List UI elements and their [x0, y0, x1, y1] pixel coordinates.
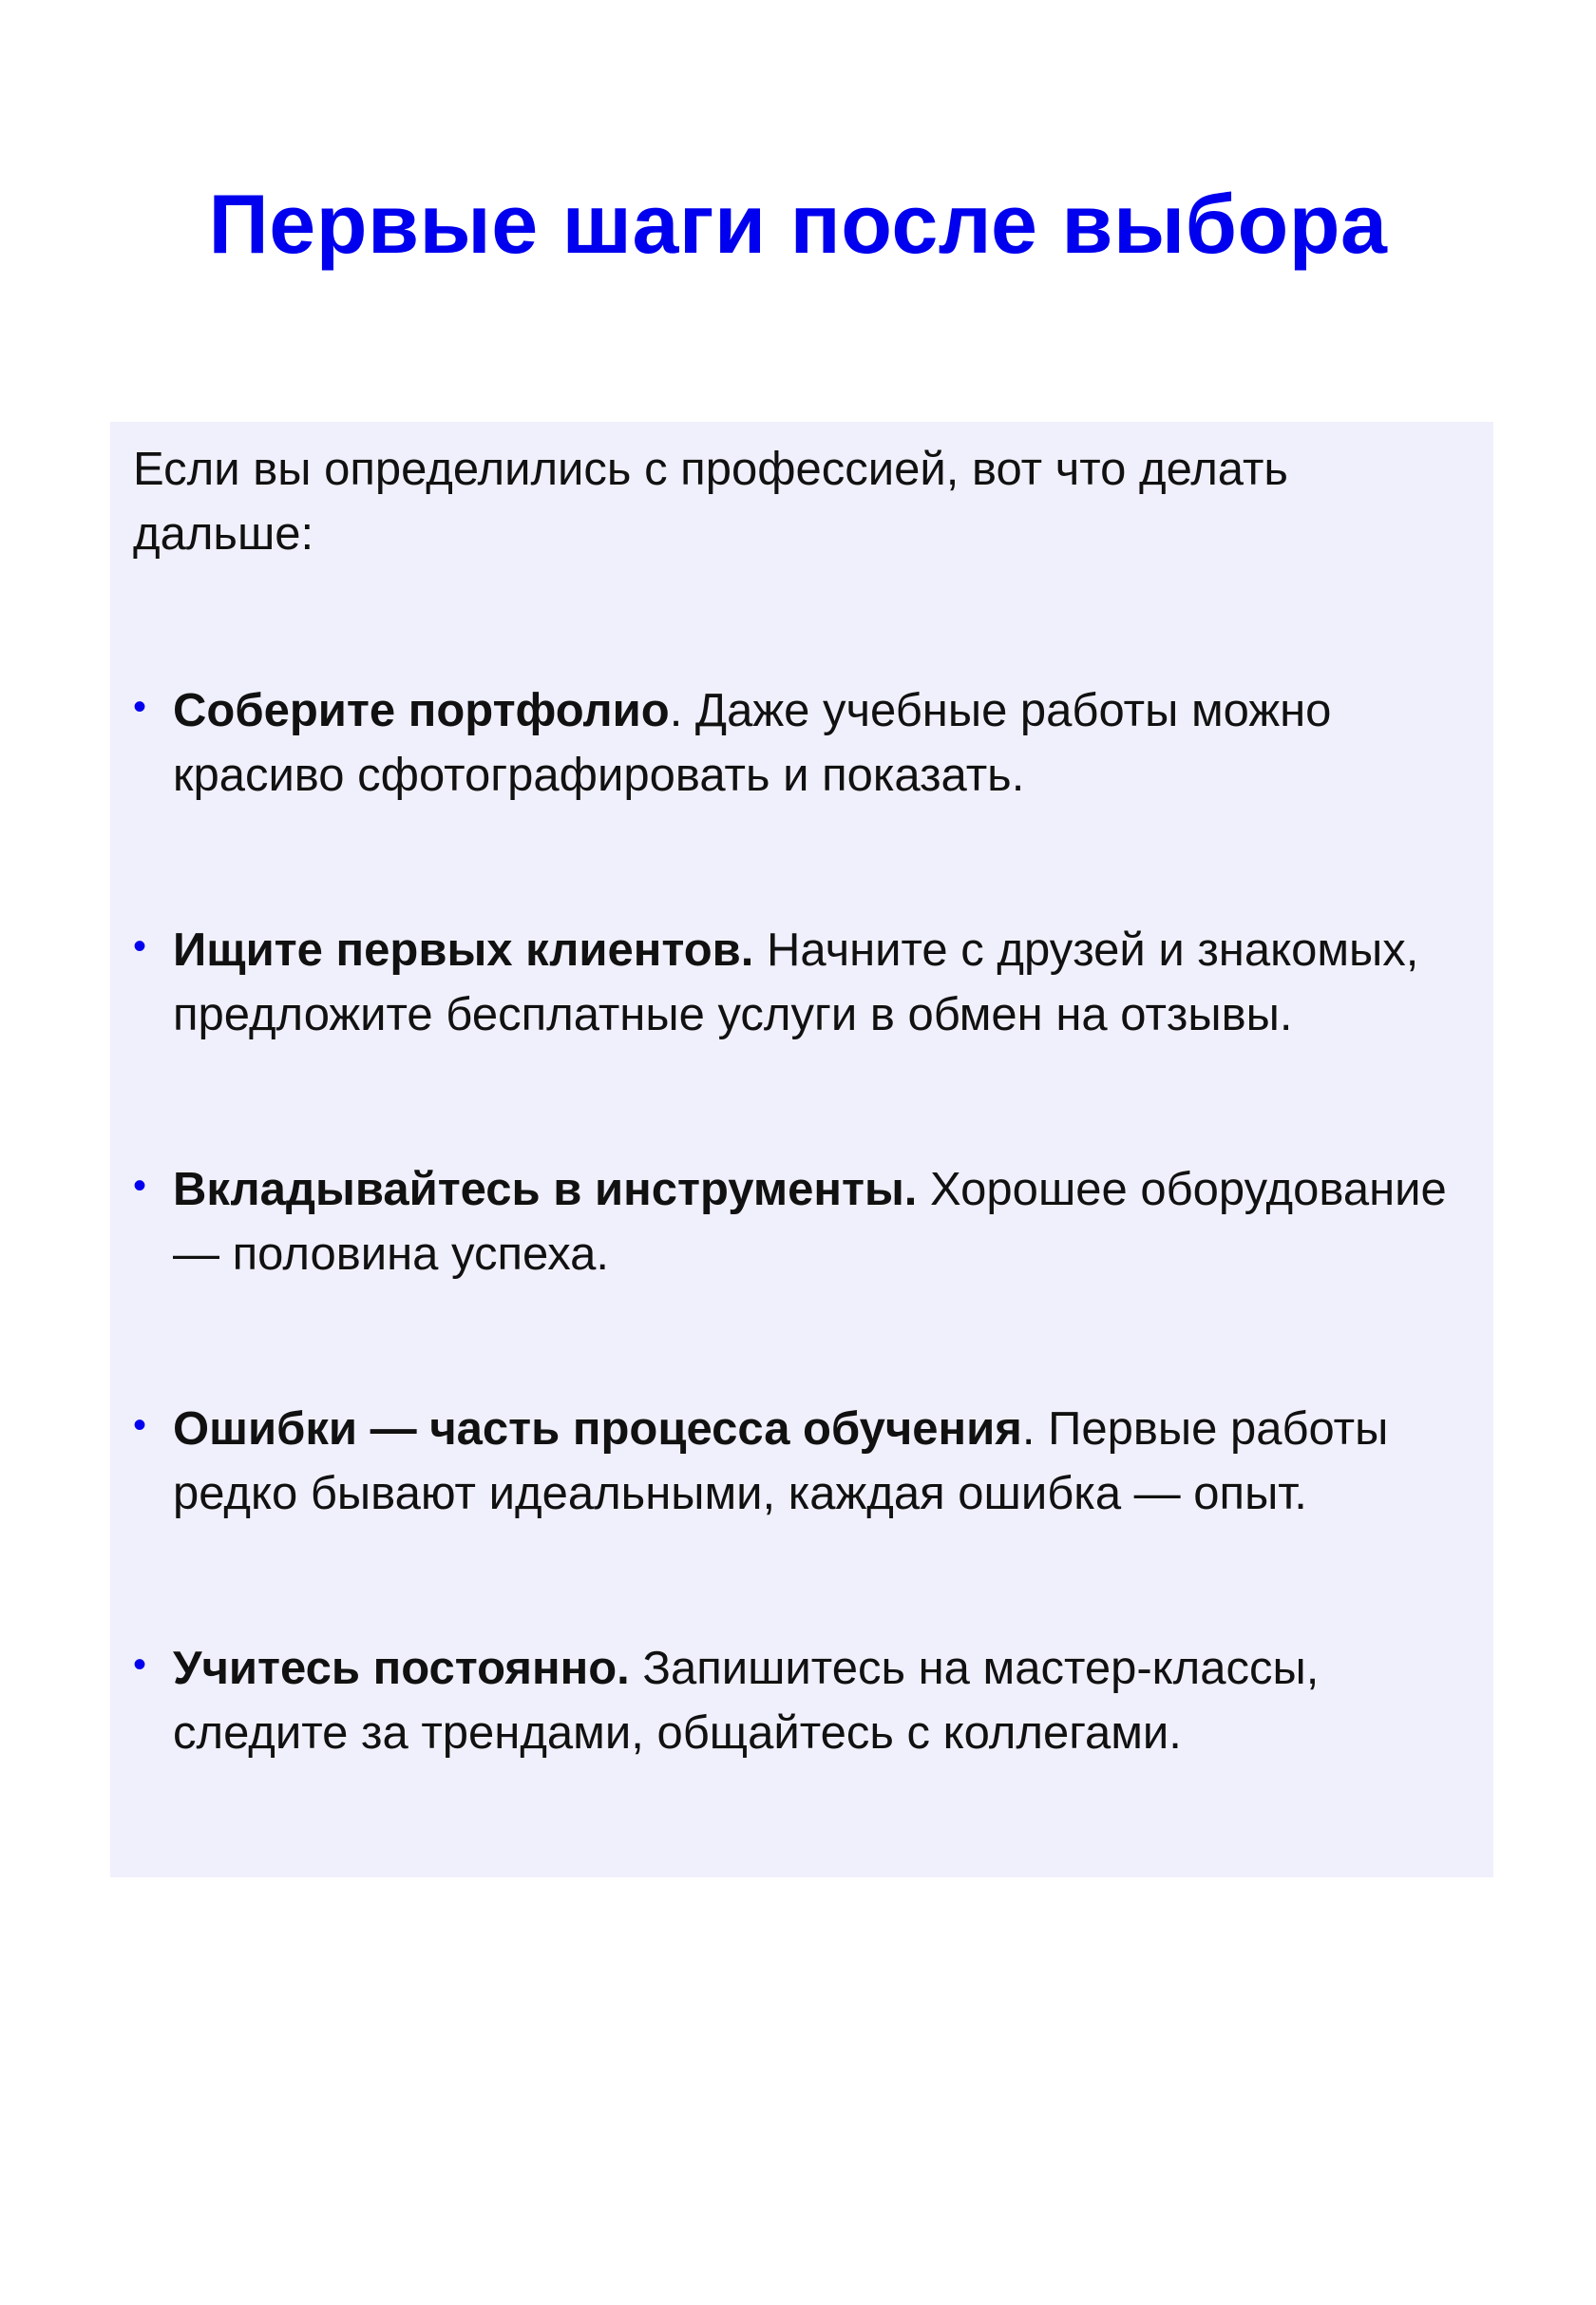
steps-list: [133, 678, 1471, 1765]
content-panel: [110, 422, 1493, 1877]
bullet-icon: •: [133, 1165, 147, 1207]
bullet-icon: •: [133, 925, 147, 967]
item-lead: Учитесь постоянно.: [173, 1643, 630, 1694]
list-item: [133, 678, 1471, 808]
list-item: [133, 918, 1471, 1047]
item-lead: Ошибки — часть процесса обучения: [173, 1403, 1022, 1455]
item-text: Хорошее оборудование — половина успеха.: [173, 1164, 1447, 1280]
item-lead: Ищите первых клиентов.: [173, 924, 754, 976]
item-text: Запишитесь на мастер-классы, следите за трендами, общайтесь с коллегами.: [173, 1643, 1320, 1759]
item-text: . Первые работы редко бывают идеальными, каждая ошибка — опыт.: [173, 1403, 1389, 1519]
item-text: . Даже учебные работы можно красиво сфотографировать и показать.: [173, 685, 1332, 801]
page-title: Первые шаги после выбора: [208, 177, 1388, 271]
bullet-icon: •: [133, 686, 147, 728]
list-item: [133, 1157, 1471, 1286]
bullet-icon: •: [133, 1404, 147, 1446]
bullet-icon: •: [133, 1644, 147, 1686]
intro-text: Если вы определились с профессией, вот что делать дальше:: [133, 444, 1288, 560]
item-lead: Соберите портфолио: [173, 685, 670, 736]
list-item: [133, 1397, 1471, 1526]
item-text: Начните с друзей и знакомых, предложите бесплатные услуги в обмен на отзывы.: [173, 924, 1419, 1040]
item-lead: Вкладывайтесь в инструменты.: [173, 1164, 918, 1215]
list-item: [133, 1636, 1471, 1765]
